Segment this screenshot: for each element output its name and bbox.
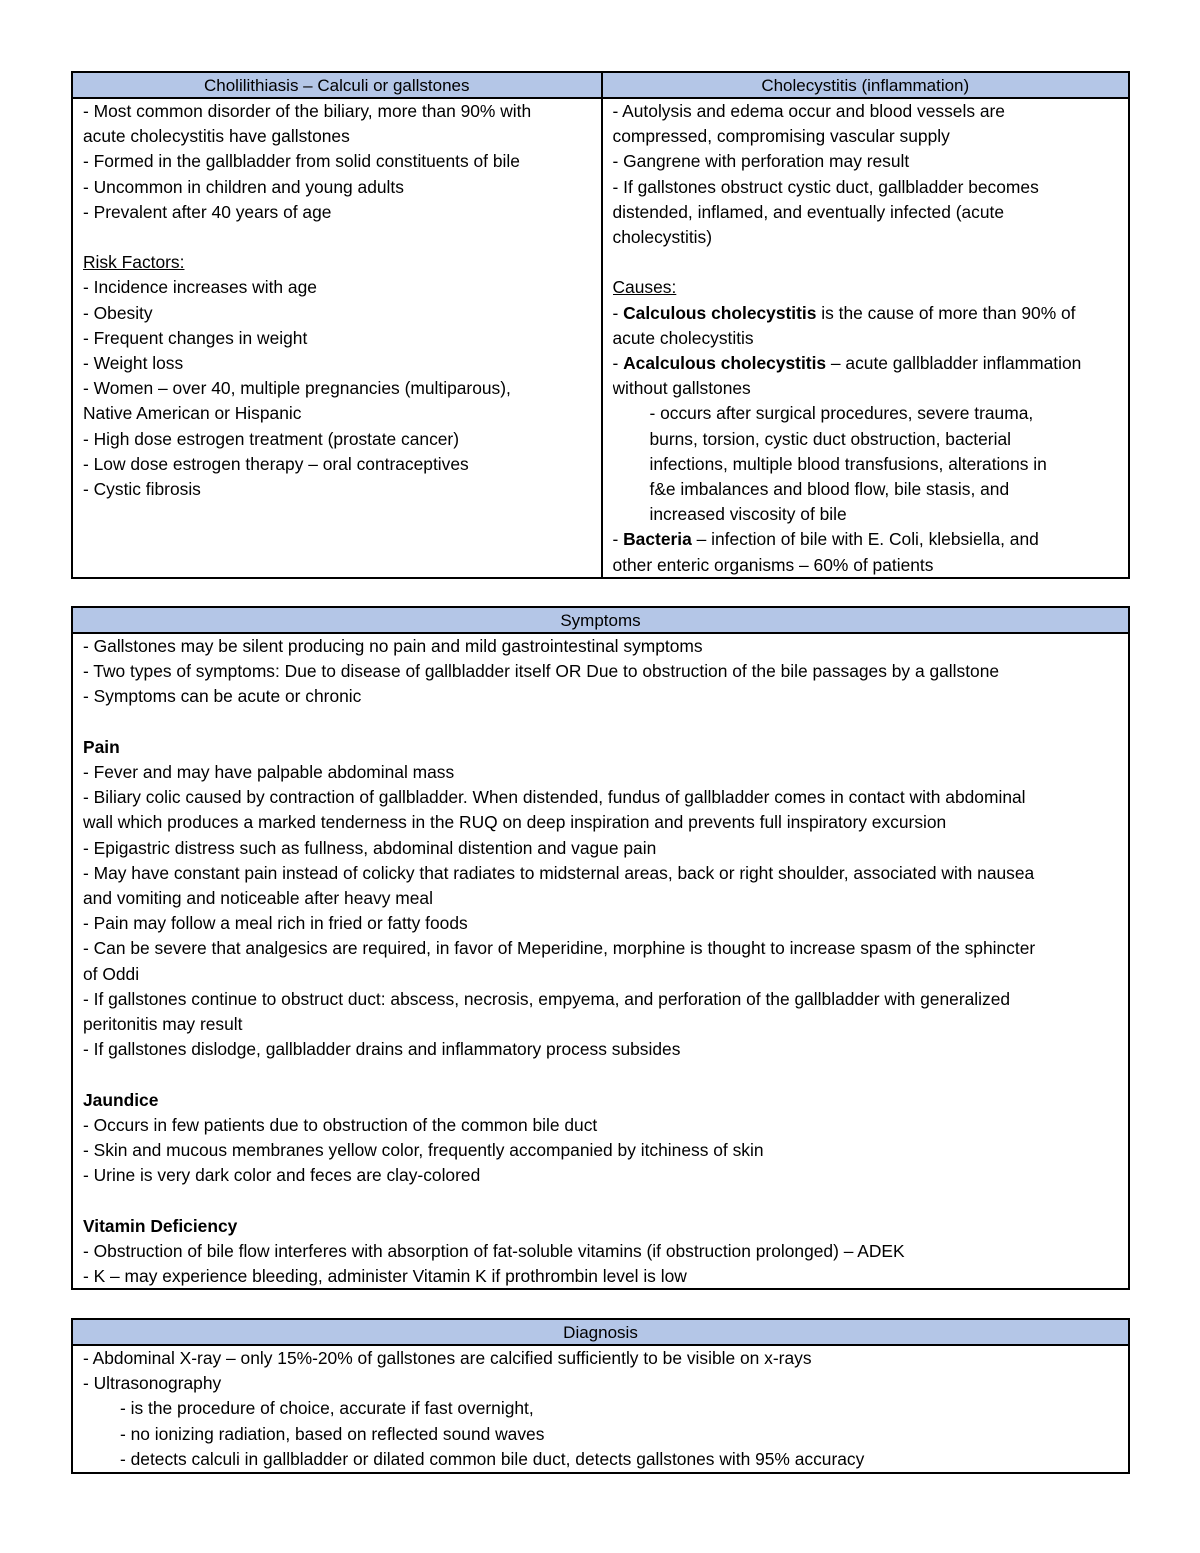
list-item: acute cholecystitis xyxy=(612,327,754,348)
list-item: without gallstones xyxy=(612,378,751,399)
sub-list-item: burns, torsion, cystic duct obstruction, bacterial xyxy=(649,428,1012,449)
list-item: - Weight loss xyxy=(83,353,184,374)
list-item: - Formed in the gallbladder from solid constituents of bile xyxy=(83,151,520,172)
list-item: - Biliary colic caused by contraction of gallbladder. When distended, fundus of gallbladder comes in contact with abdominal xyxy=(83,787,1026,808)
cholecystitis-header: Cholecystitis (inflammation) xyxy=(601,73,1129,97)
list-item: - Low dose estrogen therapy – oral contraceptives xyxy=(83,453,469,474)
list-item: Native American or Hispanic xyxy=(83,403,302,424)
list-item: - Symptoms can be acute or chronic xyxy=(83,686,362,707)
table-header-row xyxy=(73,73,1128,99)
list-item: - Two types of symptoms: Due to disease of gallbladder itself OR Due to obstruction of the bile passages by a gallstone xyxy=(83,661,1000,682)
spacer xyxy=(83,225,591,250)
list-item: - Cystic fibrosis xyxy=(83,479,201,500)
vitamin-deficiency-heading: Vitamin Deficiency xyxy=(83,1215,238,1236)
acalculous-term: Acalculous cholecystitis xyxy=(623,353,827,374)
list-item: - Fever and may have palpable abdominal mass xyxy=(83,762,455,782)
bacteria-item xyxy=(613,527,1119,552)
list-item: - Gallstones may be silent producing no pain and mild gastrointestinal symptoms xyxy=(83,636,703,656)
list-item: - If gallstones continue to obstruct duct: abscess, necrosis, empyema, and perforation of the gallbladder with generalized xyxy=(83,988,1011,1009)
symptoms-body xyxy=(73,634,1128,1289)
sub-list-item: - occurs after surgical procedures, severe trauma, xyxy=(649,403,1034,424)
list-item: - Obstruction of bile flow interferes with absorption of fat-soluble vitamins (if obstruction prolonged) – ADEK xyxy=(83,1240,905,1261)
list-item: - Skin and mucous membranes yellow color, frequently accompanied by itchiness of skin xyxy=(83,1140,764,1161)
causes-heading: Causes: xyxy=(612,277,677,298)
jaundice-heading: Jaundice xyxy=(83,1089,159,1110)
list-item: - Epigastric distress such as fullness, abdominal distention and vague pain xyxy=(83,837,657,858)
sub-list-item: f&e imbalances and blood flow, bile stasis, and xyxy=(649,479,1010,500)
list-item: - Women – over 40, multiple pregnancies (multiparous), xyxy=(83,378,511,399)
calculous-item xyxy=(613,301,1119,326)
spacer xyxy=(613,250,1119,275)
list-item: - Gangrene with perforation may result xyxy=(612,151,910,172)
diagnosis-table xyxy=(71,1318,1130,1474)
acalculous-item xyxy=(613,351,1119,376)
list-item: of Oddi xyxy=(83,963,140,984)
cholelithiasis-column xyxy=(73,99,601,577)
symptoms-table xyxy=(71,606,1130,1290)
list-item: wall which produces a marked tenderness in the RUQ on deep inspiration and prevents full inspiratory excursion xyxy=(83,812,947,833)
calculous-term: Calculous cholecystitis xyxy=(623,302,817,323)
list-item: - High dose estrogen treatment (prostate cancer) xyxy=(83,428,460,449)
pain-heading: Pain xyxy=(83,736,120,757)
calculous-desc: is the cause of more than 90% of xyxy=(816,302,1076,323)
list-item: peritonitis may result xyxy=(83,1014,243,1035)
bullet-dash: - xyxy=(612,353,624,374)
list-item: other enteric organisms – 60% of patients xyxy=(612,554,934,575)
diagnosis-body xyxy=(73,1346,1128,1472)
diagnosis-header: Diagnosis xyxy=(73,1320,1128,1346)
cholelithiasis-cholecystitis-table xyxy=(71,71,1130,579)
list-item: - Obesity xyxy=(83,302,153,323)
list-item: - K – may experience bleeding, administer Vitamin K if prothrombin level is low xyxy=(83,1266,687,1287)
list-item: - Incidence increases with age xyxy=(83,277,317,298)
sub-list-item: increased viscosity of bile xyxy=(649,504,847,525)
sub-list-item: - is the procedure of choice, accurate if fast overnight, xyxy=(120,1398,534,1419)
spacer xyxy=(83,710,1118,735)
list-item: - Urine is very dark color and feces are clay-colored xyxy=(83,1165,481,1186)
list-item: - Ultrasonography xyxy=(83,1373,222,1394)
list-item: - Uncommon in children and young adults xyxy=(83,176,404,197)
sub-list-item: infections, multiple blood transfusions, alterations in xyxy=(649,453,1047,474)
bullet-dash: - xyxy=(612,529,624,550)
acalculous-desc: – acute gallbladder inflammation xyxy=(826,353,1082,374)
list-item: - If gallstones dislodge, gallbladder drains and inflammatory process subsides xyxy=(83,1039,681,1060)
list-item: acute cholecystitis have gallstones xyxy=(83,126,350,147)
list-item: - Autolysis and edema occur and blood vessels are xyxy=(612,101,1005,121)
bullet-dash: - xyxy=(612,302,624,323)
list-item: - Abdominal X-ray – only 15%-20% of gallstones are calcified sufficiently to be visible on x-rays xyxy=(83,1348,812,1368)
list-item: and vomiting and noticeable after heavy meal xyxy=(83,888,433,909)
cholelithiasis-header: Cholilithiasis – Calculi or gallstones xyxy=(203,76,470,95)
spacer xyxy=(83,1188,1118,1213)
list-item: - Frequent changes in weight xyxy=(83,327,308,348)
bacteria-desc: – infection of bile with E. Coli, klebsiella, and xyxy=(691,529,1039,550)
list-item: - Can be severe that analgesics are required, in favor of Meperidine, morphine is thought to increase spasm of the sphincter xyxy=(83,938,1036,959)
cholecystitis-column xyxy=(601,99,1129,577)
risk-factors-heading: Risk Factors: xyxy=(83,252,185,273)
list-item: - Most common disorder of the biliary, more than 90% with xyxy=(83,101,532,121)
list-item: cholecystitis) xyxy=(612,227,713,248)
list-item: - Pain may follow a meal rich in fried or fatty foods xyxy=(83,913,468,934)
list-item: - Prevalent after 40 years of age xyxy=(83,201,332,222)
sub-list-item: - no ionizing radiation, based on reflected sound waves xyxy=(120,1423,545,1444)
spacer xyxy=(83,1062,1118,1087)
symptoms-header: Symptoms xyxy=(73,608,1128,634)
list-item: - May have constant pain instead of colicky that radiates to midsternal areas, back or right shoulder, associated with nausea xyxy=(83,862,1035,883)
list-item: - If gallstones obstruct cystic duct, gallbladder becomes xyxy=(612,176,1039,197)
list-item: - Occurs in few patients due to obstruction of the common bile duct xyxy=(83,1114,598,1135)
bacteria-term: Bacteria xyxy=(623,529,692,550)
list-item: compressed, compromising vascular supply xyxy=(612,126,950,147)
sub-list-item: - detects calculi in gallbladder or dilated common bile duct, detects gallstones with 95% accuracy xyxy=(120,1448,865,1469)
list-item: distended, inflamed, and eventually infected (acute xyxy=(612,201,1005,222)
